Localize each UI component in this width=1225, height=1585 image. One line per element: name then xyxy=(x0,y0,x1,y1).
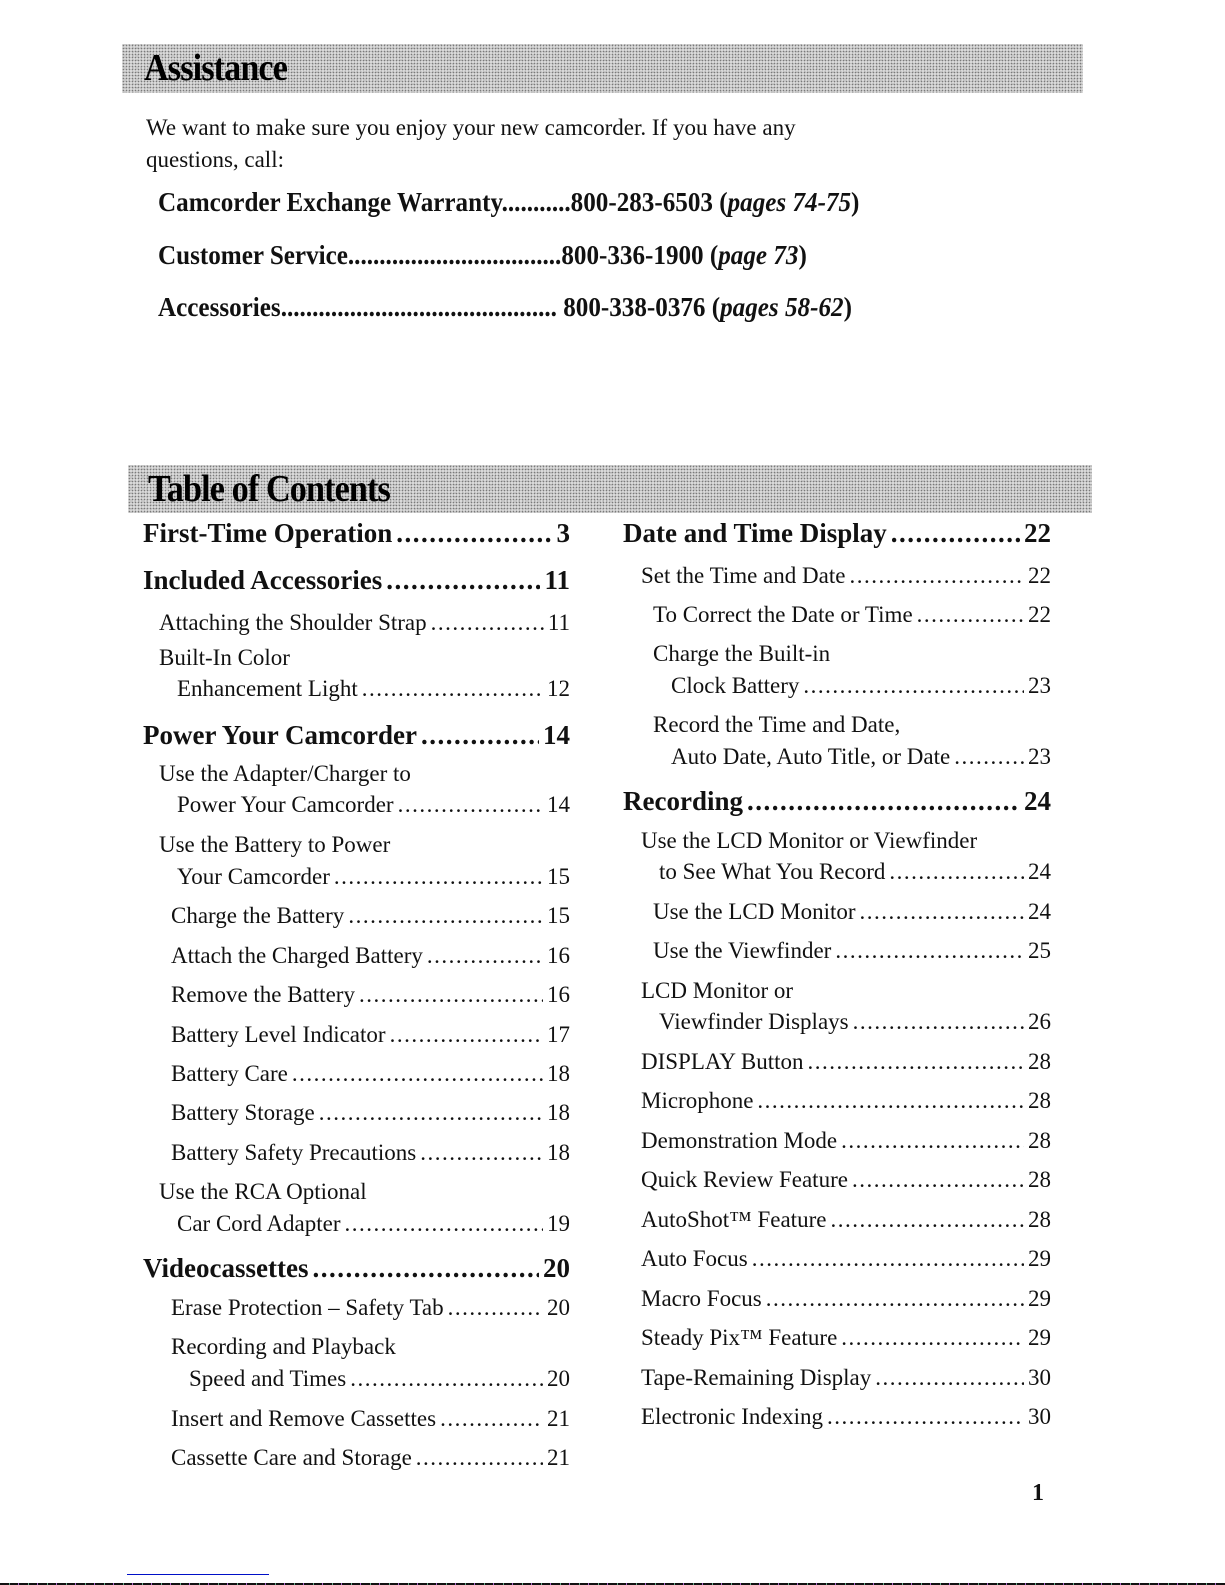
toc-entry-line1: Charge the Built-in xyxy=(653,641,831,666)
toc-entry-line1: Record the Time and Date, xyxy=(653,712,901,737)
contact-accessories: Accessories............................................ 800-338-0376 (pages 58-62) xyxy=(158,292,852,322)
contact-label: Accessories xyxy=(158,292,281,322)
toc-entry[interactable]: Auto Date, Auto Title, or Date ..... 23 xyxy=(671,744,1051,770)
toc-entry[interactable]: Battery Storage ..... 18 xyxy=(171,1100,570,1126)
assistance-heading: Assistance xyxy=(144,47,288,89)
toc-entry[interactable]: Auto Focus ..... 29 xyxy=(641,1246,1051,1272)
contact-customer-service: Customer Service..................................800-336-1900 (page 73) xyxy=(158,240,807,270)
intro-line-1: We want to make sure you enjoy your new camcorder. If you have any xyxy=(146,115,796,140)
assistance-intro xyxy=(146,112,946,176)
leader-dots: ............................................ xyxy=(280,292,564,322)
link-underline xyxy=(127,1574,269,1575)
toc-entry[interactable]: Battery Care ..... 18 xyxy=(171,1061,570,1087)
toc-entry[interactable]: Charge the Battery ..... 15 xyxy=(171,903,570,929)
toc-entry[interactable]: Electronic Indexing ..... 30 xyxy=(641,1404,1051,1430)
toc-entry-line1: Use the RCA Optional xyxy=(159,1179,367,1204)
leader-dots: ........... xyxy=(501,187,571,217)
toc-entry[interactable]: Clock Battery ..... 23 xyxy=(671,673,1051,699)
contact-pages: page 73 xyxy=(718,240,799,270)
toc-entry-line1: Use the Battery to Power xyxy=(159,832,391,857)
toc-entry[interactable]: Set the Time and Date ..... 22 xyxy=(641,563,1051,589)
toc-entry[interactable]: Your Camcorder ..... 15 xyxy=(177,864,570,890)
intro-line-2: questions, call: xyxy=(146,147,284,172)
toc-entry[interactable]: Speed and Times ..... 20 xyxy=(189,1366,570,1392)
toc-entry-line1: Use the Adapter/Charger to xyxy=(159,761,411,786)
toc-entry[interactable]: Battery Level Indicator ..... 17 xyxy=(171,1022,570,1048)
assistance-banner xyxy=(122,44,1083,93)
toc-entry[interactable]: Erase Protection – Safety Tab ..... 20 xyxy=(171,1295,570,1321)
toc-entry[interactable]: Demonstration Mode ..... 28 xyxy=(641,1128,1051,1154)
toc-entry-line1: Built-In Color xyxy=(159,645,290,670)
toc-entry[interactable]: Remove the Battery ..... 16 xyxy=(171,982,570,1008)
toc-entry[interactable]: Enhancement Light ..... 12 xyxy=(177,676,570,702)
toc-entry[interactable]: Steady Pix™ Feature ..... 29 xyxy=(641,1325,1051,1351)
contact-warranty: Camcorder Exchange Warranty...........800-283-6503 (pages 74-75) xyxy=(158,187,860,217)
toc-entry[interactable]: Quick Review Feature ..... 28 xyxy=(641,1167,1051,1193)
toc-entry[interactable]: Tape-Remaining Display ..... 30 xyxy=(641,1365,1051,1391)
toc-banner xyxy=(128,465,1092,513)
toc-entry[interactable]: Recording ..... 24 xyxy=(623,786,1051,817)
toc-entry[interactable]: Date and Time Display ..... 22 xyxy=(623,518,1051,549)
contact-phone: 800-338-0376 xyxy=(563,292,706,322)
toc-entry[interactable]: Included Accessories ..... 11 xyxy=(143,565,570,596)
leader-dots: .................................. xyxy=(347,240,562,270)
contact-pages: pages 58-62 xyxy=(720,292,844,322)
toc-entry[interactable]: Cassette Care and Storage ..... 21 xyxy=(171,1445,570,1471)
toc-entry-line1: LCD Monitor or xyxy=(641,978,794,1003)
toc-entry[interactable]: Viewfinder Displays ..... 26 xyxy=(659,1009,1051,1035)
contact-phone: 800-283-6503 xyxy=(570,187,713,217)
toc-entry[interactable]: to See What You Record ..... 24 xyxy=(659,859,1051,885)
toc-entry-line1: Use the LCD Monitor or Viewfinder xyxy=(641,828,978,853)
toc-entry[interactable]: Power Your Camcorder ..... 14 xyxy=(177,792,570,818)
toc-entry[interactable]: Microphone ..... 28 xyxy=(641,1088,1051,1114)
toc-entry[interactable]: DISPLAY Button ..... 28 xyxy=(641,1049,1051,1075)
toc-entry[interactable]: Attaching the Shoulder Strap ..... 11 xyxy=(159,610,570,636)
toc-entry[interactable]: Car Cord Adapter ..... 19 xyxy=(177,1211,570,1237)
toc-entry[interactable]: Use the LCD Monitor ..... 24 xyxy=(653,899,1051,925)
contact-label: Camcorder Exchange Warranty xyxy=(158,187,502,217)
toc-heading: Table of Contents xyxy=(148,468,390,510)
toc-entry[interactable]: Battery Safety Precautions ..... 18 xyxy=(171,1140,570,1166)
toc-entry[interactable]: Insert and Remove Cassettes ..... 21 xyxy=(171,1406,570,1432)
toc-entry[interactable]: Use the Viewfinder ..... 25 xyxy=(653,938,1051,964)
toc-entry-line1: Recording and Playback xyxy=(171,1334,396,1359)
toc-entry[interactable]: First-Time Operation ..... 3 xyxy=(143,518,570,549)
toc-entry[interactable]: To Correct the Date or Time ..... 22 xyxy=(653,602,1051,628)
toc-entry[interactable]: Attach the Charged Battery ..... 16 xyxy=(171,943,570,969)
toc-entry[interactable]: Power Your Camcorder ..... 14 xyxy=(143,720,570,751)
toc-entry[interactable]: AutoShot™ Feature ..... 28 xyxy=(641,1207,1051,1233)
contact-phone: 800-336-1900 xyxy=(561,240,704,270)
contact-label: Customer Service xyxy=(158,240,348,270)
page-number: 1 xyxy=(1032,1480,1044,1506)
toc-entry[interactable]: Macro Focus ..... 29 xyxy=(641,1286,1051,1312)
contact-pages: pages 74-75 xyxy=(727,187,852,217)
toc-entry[interactable]: Videocassettes ..... 20 xyxy=(143,1253,570,1284)
